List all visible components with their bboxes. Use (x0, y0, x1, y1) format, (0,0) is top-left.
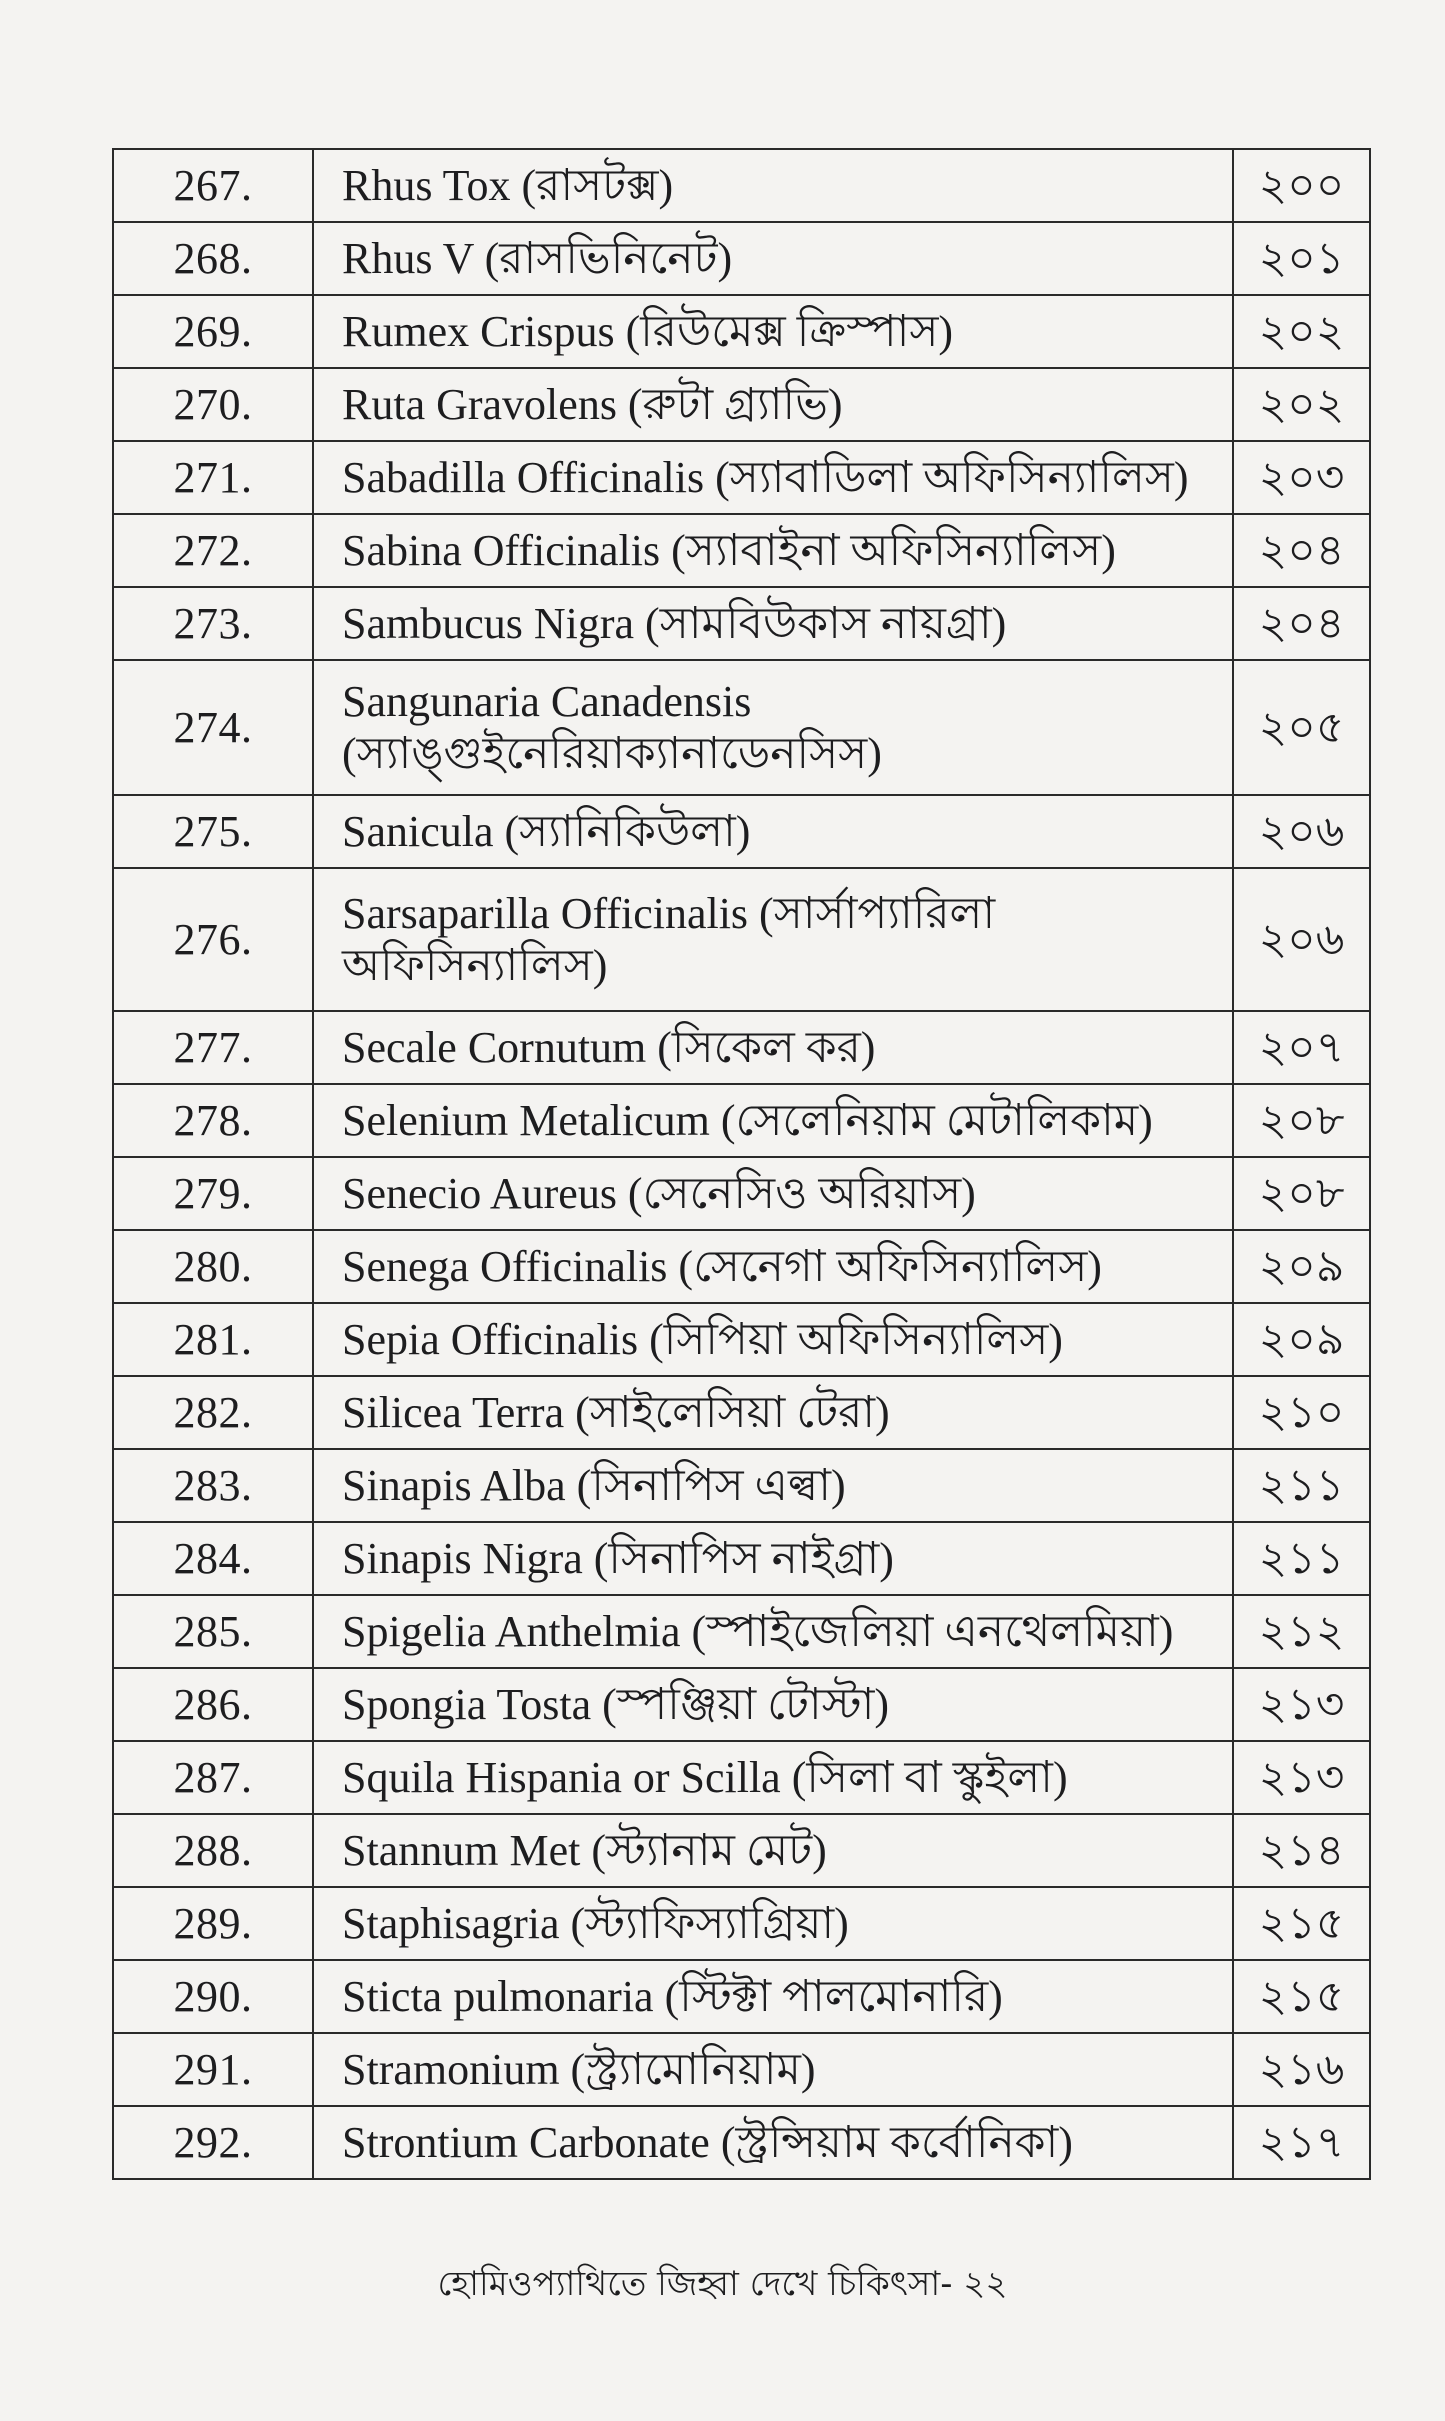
table-row (113, 1449, 1370, 1522)
medicine-name: Spigelia Anthelmia (স্পাইজেলিয়া এনথেলমিয়া) (313, 1595, 1233, 1668)
entry-number: 283. (113, 1449, 313, 1522)
table-row (113, 1887, 1370, 1960)
table-row (113, 368, 1370, 441)
entry-number: 269. (113, 295, 313, 368)
table-row (113, 1960, 1370, 2033)
page-number: ২১৩ (1233, 1668, 1370, 1741)
table-row (113, 1084, 1370, 1157)
table-row (113, 1157, 1370, 1230)
medicine-name: Sangunaria Canadensis (স্যাঙ্গুইনেরিয়াক্যানাডেনসিস) (313, 660, 1233, 795)
medicine-name: Ruta Gravolens (রুটা গ্র্যাভি) (313, 368, 1233, 441)
table-row (113, 1668, 1370, 1741)
medicine-name: Senecio Aureus (সেনেসিও অরিয়াস) (313, 1157, 1233, 1230)
entry-number: 284. (113, 1522, 313, 1595)
entry-number: 292. (113, 2106, 313, 2179)
entry-number: 281. (113, 1303, 313, 1376)
page-number: ২০৪ (1233, 514, 1370, 587)
entry-number: 286. (113, 1668, 313, 1741)
medicine-name: Rhus V (রাসভিনিনেট) (313, 222, 1233, 295)
entry-number: 279. (113, 1157, 313, 1230)
medicine-name: Silicea Terra (সাইলেসিয়া টেরা) (313, 1376, 1233, 1449)
entry-number: 276. (113, 868, 313, 1011)
medicine-name: Spongia Tosta (স্পঞ্জিয়া টোস্টা) (313, 1668, 1233, 1741)
table-row (113, 149, 1370, 222)
medicine-index-table (112, 148, 1371, 2180)
medicine-name: Strontium Carbonate (স্ট্রন্সিয়াম কর্বোনিকা) (313, 2106, 1233, 2179)
entry-number: 274. (113, 660, 313, 795)
table-row (113, 1814, 1370, 1887)
medicine-name: Secale Cornutum (সিকেল কর) (313, 1011, 1233, 1084)
table-row (113, 222, 1370, 295)
page-number: ২০০ (1233, 149, 1370, 222)
page-number: ২১১ (1233, 1449, 1370, 1522)
page-number: ২০২ (1233, 295, 1370, 368)
table-row (113, 1303, 1370, 1376)
page-number: ২০৯ (1233, 1303, 1370, 1376)
table-row (113, 1376, 1370, 1449)
table-row (113, 795, 1370, 868)
page-number: ২০৬ (1233, 868, 1370, 1011)
medicine-name: Squila Hispania or Scilla (সিলা বা স্কুইলা) (313, 1741, 1233, 1814)
entry-number: 289. (113, 1887, 313, 1960)
page-number: ২০৮ (1233, 1084, 1370, 1157)
entry-number: 282. (113, 1376, 313, 1449)
page-number: ২১২ (1233, 1595, 1370, 1668)
table-row (113, 2033, 1370, 2106)
medicine-name: Sinapis Alba (সিনাপিস এল্বা) (313, 1449, 1233, 1522)
medicine-name: Staphisagria (স্ট্যাফিস্যাগ্রিয়া) (313, 1887, 1233, 1960)
entry-number: 273. (113, 587, 313, 660)
medicine-name: Sambucus Nigra (সামবিউকাস নায়গ্রা) (313, 587, 1233, 660)
medicine-name: Senega Officinalis (সেনেগা অফিসিন্যালিস) (313, 1230, 1233, 1303)
entry-number: 268. (113, 222, 313, 295)
medicine-name: Sabadilla Officinalis (স্যাবাডিলা অফিসিন্যালিস) (313, 441, 1233, 514)
medicine-name: Sarsaparilla Officinalis (সার্সাপ্যারিলা অফিসিন্যালিস) (313, 868, 1233, 1011)
entry-number: 288. (113, 1814, 313, 1887)
page-number: ২০৮ (1233, 1157, 1370, 1230)
page-number: ২০৫ (1233, 660, 1370, 795)
entry-number: 291. (113, 2033, 313, 2106)
page-footer: হোমিওপ্যাথিতে জিহ্বা দেখে চিকিৎসা- ২২ (437, 2264, 1008, 2304)
table-row (113, 1230, 1370, 1303)
table-row (113, 441, 1370, 514)
page-number: ২০৩ (1233, 441, 1370, 514)
table-row (113, 295, 1370, 368)
entry-number: 271. (113, 441, 313, 514)
medicine-name: Sanicula (স্যানিকিউলা) (313, 795, 1233, 868)
entry-number: 280. (113, 1230, 313, 1303)
medicine-name: Sepia Officinalis (সিপিয়া অফিসিন্যালিস) (313, 1303, 1233, 1376)
table-row (113, 1011, 1370, 1084)
page-number: ২১৭ (1233, 2106, 1370, 2179)
entry-number: 270. (113, 368, 313, 441)
table-row (113, 1741, 1370, 1814)
entry-number: 290. (113, 1960, 313, 2033)
medicine-name: Sticta pulmonaria (স্টিক্টা পালমোনারি) (313, 1960, 1233, 2033)
table-row (113, 2106, 1370, 2179)
entry-number: 267. (113, 149, 313, 222)
page-number: ২১৩ (1233, 1741, 1370, 1814)
page-number: ২০৭ (1233, 1011, 1370, 1084)
page-number: ২১৫ (1233, 1887, 1370, 1960)
page-number: ২১৫ (1233, 1960, 1370, 2033)
page-number: ২০৪ (1233, 587, 1370, 660)
page-number: ২১৪ (1233, 1814, 1370, 1887)
page-number: ২০২ (1233, 368, 1370, 441)
medicine-name: Stramonium (স্ট্র্যামোনিয়াম) (313, 2033, 1233, 2106)
page-number: ২১০ (1233, 1376, 1370, 1449)
entry-number: 285. (113, 1595, 313, 1668)
page-number: ২১৬ (1233, 2033, 1370, 2106)
page-number: ২০৯ (1233, 1230, 1370, 1303)
table-row (113, 514, 1370, 587)
entry-number: 272. (113, 514, 313, 587)
entry-number: 275. (113, 795, 313, 868)
table-body (113, 149, 1370, 2179)
table-row (113, 868, 1370, 1011)
entry-number: 278. (113, 1084, 313, 1157)
medicine-name: Stannum Met (স্ট্যানাম মেট) (313, 1814, 1233, 1887)
entry-number: 277. (113, 1011, 313, 1084)
table-row (113, 1522, 1370, 1595)
table-row (113, 660, 1370, 795)
page-number: ২০১ (1233, 222, 1370, 295)
medicine-name: Sabina Officinalis (স্যাবাইনা অফিসিন্যালিস) (313, 514, 1233, 587)
medicine-name: Selenium Metalicum (সেলেনিয়াম মেটালিকাম) (313, 1084, 1233, 1157)
entry-number: 287. (113, 1741, 313, 1814)
table-row (113, 587, 1370, 660)
page-number: ২০৬ (1233, 795, 1370, 868)
page-number: ২১১ (1233, 1522, 1370, 1595)
medicine-name: Rhus Tox (রাসটক্স) (313, 149, 1233, 222)
table-row (113, 1595, 1370, 1668)
medicine-name: Sinapis Nigra (সিনাপিস নাইগ্রা) (313, 1522, 1233, 1595)
medicine-name: Rumex Crispus (রিউমেক্স ক্রিস্পাস) (313, 295, 1233, 368)
